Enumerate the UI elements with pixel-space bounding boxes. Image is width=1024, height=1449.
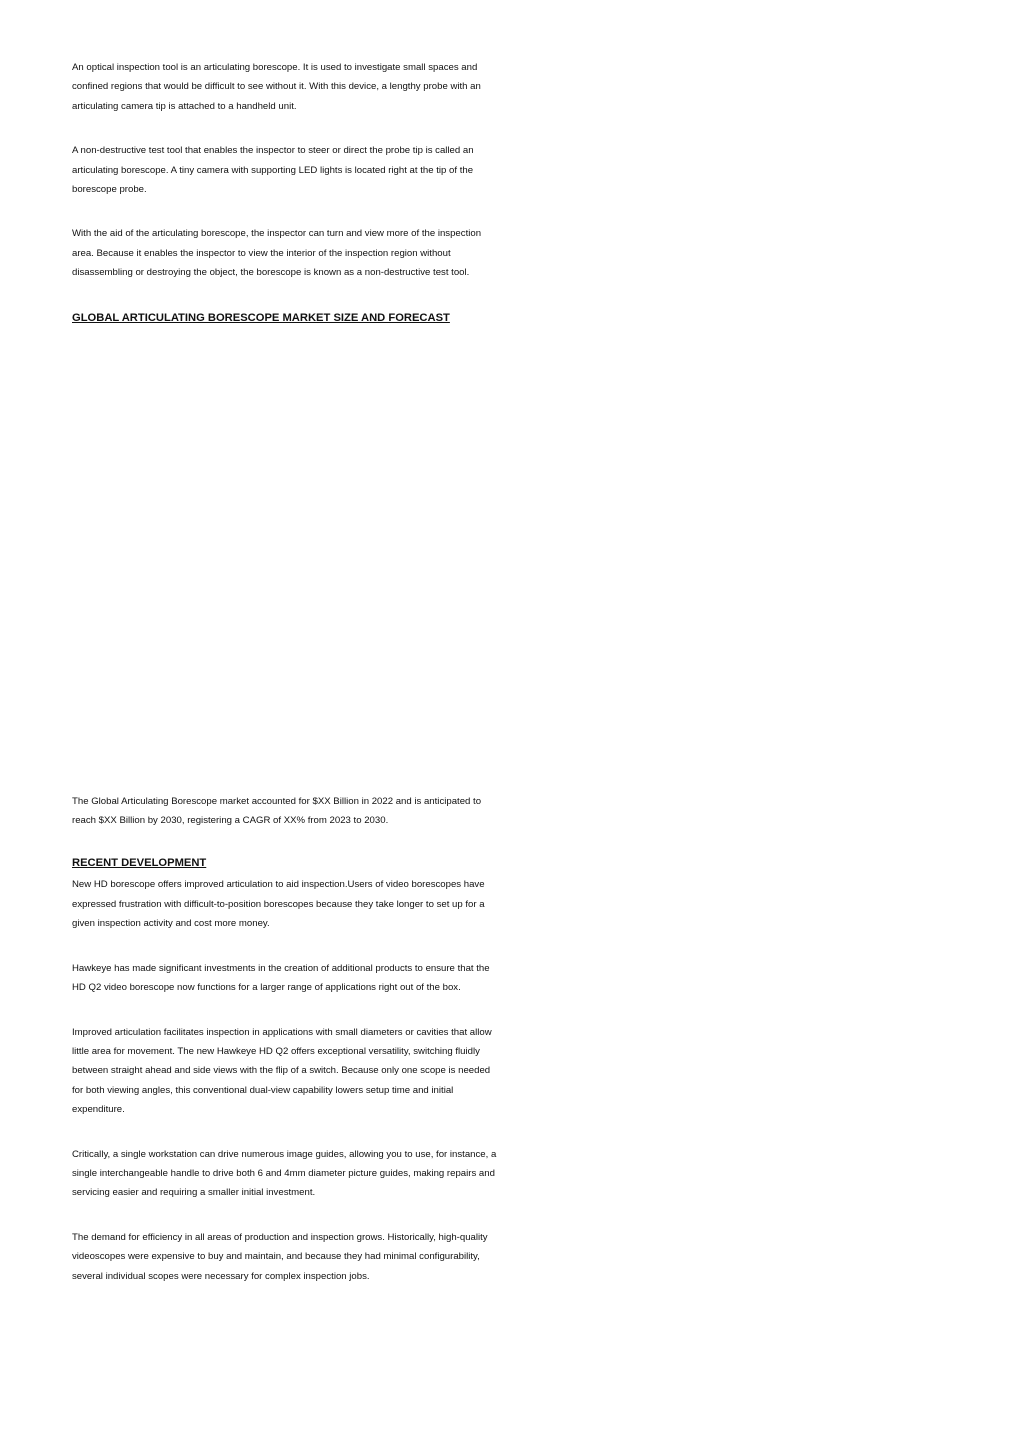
blank-figure-area <box>72 326 502 792</box>
recent-paragraph-4: Critically, a single workstation can drive numerous image guides, allowing you to use, for instance, a single interchangeable handle to drive both 6 and 4mm diameter picture guides, making repairs and servicing easier and requiring a smaller initial investment. <box>72 1148 497 1199</box>
recent-paragraph-1: New HD borescope offers improved articulation to aid inspection.Users of video borescopes have expressed frustration with difficult-to-position borescopes because they take longer to set up for a given inspection activity and cost more money. <box>72 879 485 930</box>
recent-development-heading: RECENT DEVELOPMENT <box>72 857 207 870</box>
recent-paragraph-3: Improved articulation facilitates inspection in applications with small diameters or cavities that allow little area for movement. The new Hawkeye HD Q2 offers exceptional versatility, switching fluidly between straight ahead and side views with the flip of a switch. Because only one scope is needed for both viewing angles, this conventional dual-view capability lowers setup time and initial expenditure. <box>72 1026 492 1116</box>
recent-paragraph-5: The demand for efficiency in all areas of production and inspection grows. Historically, high-quality videoscopes were expensive to buy and maintain, and because they had minimal configurability, several individual scopes were necessary for complex inspection jobs. <box>72 1231 488 1282</box>
market-paragraph: The Global Articulating Borescope market accounted for $XX Billion in 2022 and is anticipated to reach $XX Billion by 2030, registering a CAGR of XX% from 2023 to 2030. <box>72 795 482 827</box>
market-heading: GLOBAL ARTICULATING BORESCOPE MARKET SIZE AND FORECAST <box>72 311 450 324</box>
recent-paragraph-2: Hawkeye has made significant investments in the creation of additional products to ensure that the HD Q2 video borescope now functions for a larger range of applications right out of the box. <box>72 962 490 994</box>
intro-paragraph-2: A non-destructive test tool that enables the inspector to steer or direct the probe tip is called an articulating borescope. A tiny camera with supporting LED lights is located right at the tip of the borescope probe. <box>72 145 474 196</box>
document-page <box>72 58 502 1286</box>
intro-paragraph-1: An optical inspection tool is an articulating borescope. It is used to investigate small spaces and confined regions that would be difficult to see without it. With this device, a lengthy probe with an articulating camera tip is attached to a handheld unit. <box>72 62 481 112</box>
intro-paragraph-3: With the aid of the articulating borescope, the inspector can turn and view more of the inspection area. Because it enables the inspector to view the interior of the inspection region without disassembling or destroying the object, the borescope is known as a non-destructive test tool. <box>72 228 482 279</box>
